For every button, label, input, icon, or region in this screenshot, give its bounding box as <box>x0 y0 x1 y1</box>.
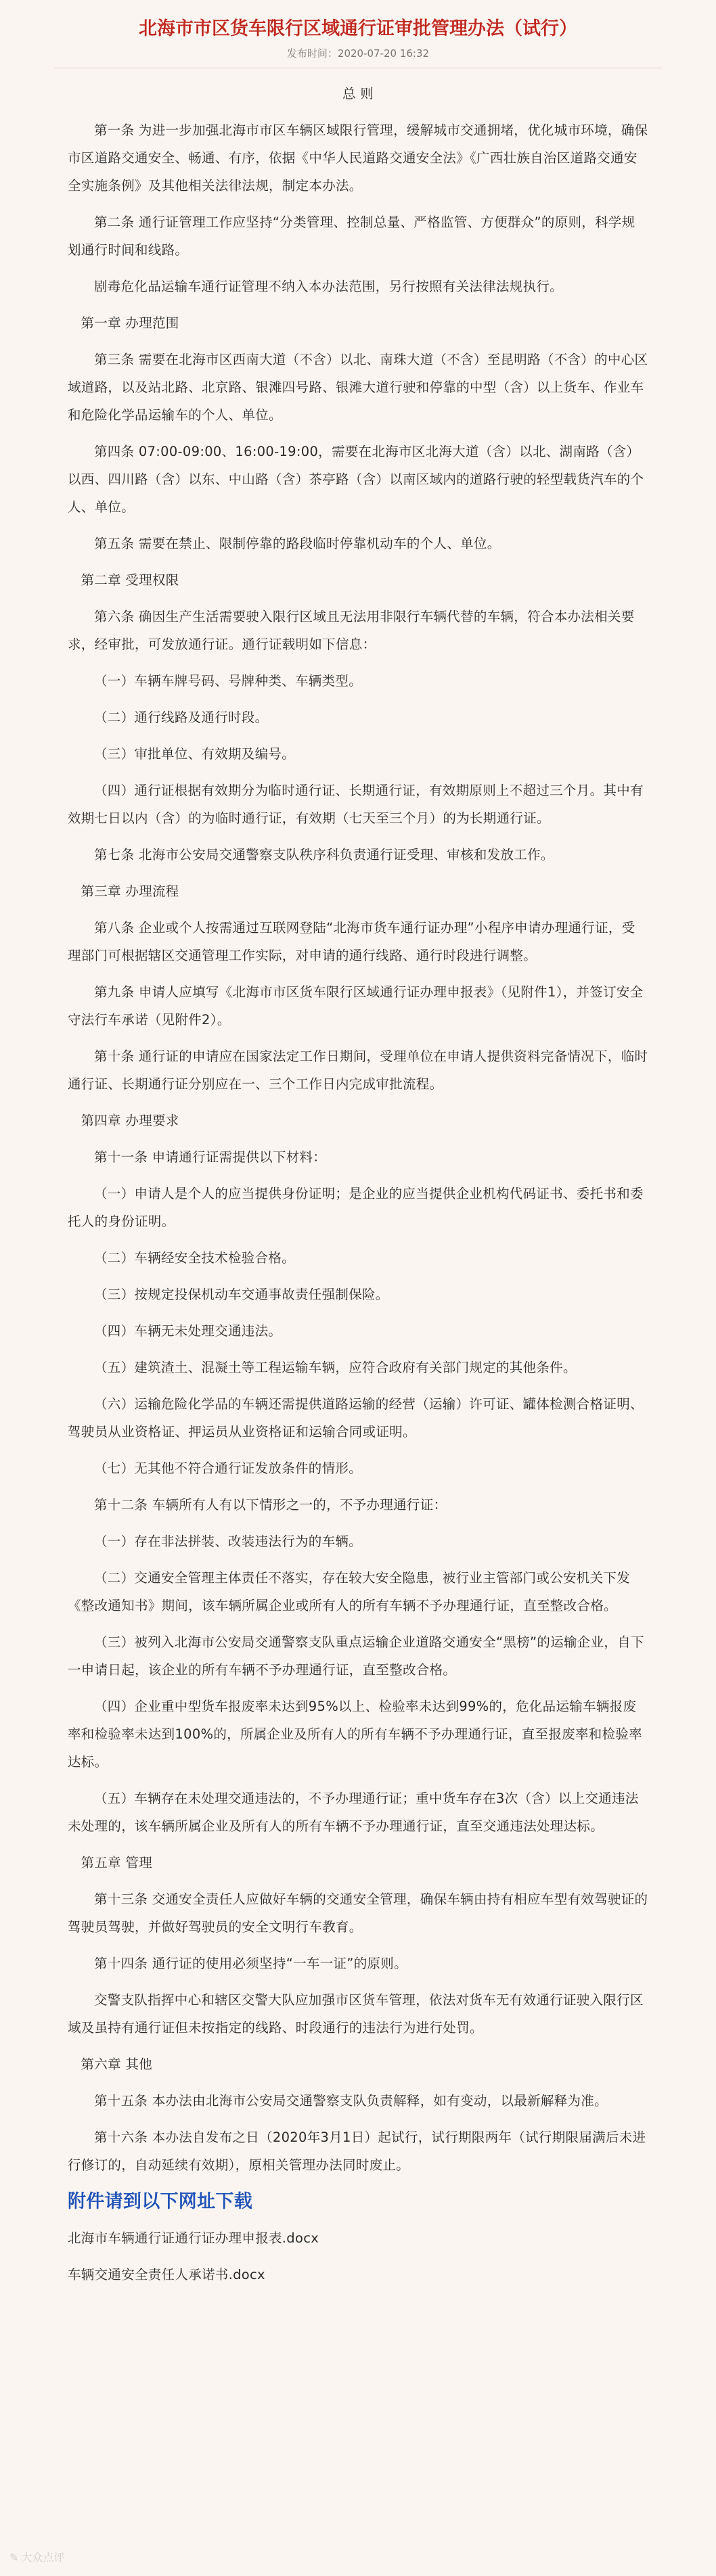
chapter-heading: 第四章 办理要求 <box>81 1113 179 1128</box>
body-paragraph: （四）通行证根据有效期分为临时通行证、长期通行证，有效期原则上不超过三个月。其中有效期七日以内（含）的为临时通行证，有效期（七天至三个月）的为长期通行证。 <box>68 783 644 826</box>
chapter-heading: 第二章 受理权限 <box>81 572 179 588</box>
chapter-heading: 第六章 其他 <box>81 2056 152 2072</box>
body-paragraph: （四）车辆无未处理交通违法。 <box>94 1323 282 1339</box>
body-paragraph: 第八条 企业或个人按需通过互联网登陆“北海市货车通行证办理”小程序申请办理通行证，受理部门可根据辖区交通管理工作实际，对申请的通行线路、通行时段进行调整。 <box>68 920 635 963</box>
body-paragraph: 剧毒危化品运输车通行证管理不纳入本办法范围，另行按照有关法律法规执行。 <box>94 279 564 294</box>
attachment-link[interactable]: 北海市车辆通行证通行证办理申报表.docx <box>68 2230 319 2246</box>
body-paragraph: （五）建筑渣土、混凝土等工程运输车辆，应符合政府有关部门规定的其他条件。 <box>94 1360 577 1375</box>
body-paragraph: 第三条 需要在北海市区西南大道（不含）以北、南珠大道（不含）至昆明路（不含）的中心区域道路，以及站北路、北京路、银滩四号路、银滩大道行驶和停靠的中型（含）以上货车、作业车和危险化学品运输车的个人、单位。 <box>68 352 648 423</box>
body-paragraph: 第五条 需要在禁止、限制停靠的路段临时停靠机动车的个人、单位。 <box>94 536 501 551</box>
body-paragraph: 第六条 确因生产生活需要驶入限行区域且无法用非限行车辆代替的车辆，符合本办法相关要求，经审批，可发放通行证。通行证载明如下信息： <box>68 609 635 652</box>
body-paragraph: 第十四条 通行证的使用必须坚持“一车一证”的原则。 <box>94 1956 407 1971</box>
body-paragraph: （二）通行线路及通行时段。 <box>94 710 269 725</box>
article-body <box>68 80 648 2297</box>
body-paragraph: 交警支队指挥中心和辖区交警大队应加强市区货车管理，依法对货车无有效通行证驶入限行区域及虽持有通行证但未按指定的线路、时段通行的违法行为进行处罚。 <box>68 1992 644 2036</box>
body-paragraph: 第十六条 本办法自发布之日（2020年3月1日）起试行，试行期限两年（试行期限届满后未进行修订的，自动延续有效期），原相关管理办法同时废止。 <box>68 2130 646 2173</box>
body-paragraph: 第七条 北海市公安局交通警察支队秩序科负责通行证受理、审核和发放工作。 <box>94 847 554 862</box>
body-paragraph: （一）申请人是个人的应当提供身份证明；是企业的应当提供企业机构代码证书、委托书和委托人的身份证明。 <box>68 1186 644 1229</box>
publish-time: 发布时间：2020-07-20 16:32 <box>286 47 430 60</box>
body-paragraph: 第十条 通行证的申请应在国家法定工作日期间，受理单位在申请人提供资料完备情况下，临时通行证、长期通行证分别应在一、三个工作日内完成审批流程。 <box>68 1049 648 1092</box>
section-heading: 总 则 <box>342 86 374 101</box>
watermark-text: 大众点评 <box>21 2551 65 2564</box>
body-paragraph: （五）车辆存在未处理交通违法的，不予办理通行证；重中货车存在3次（含）以上交通违法未处理的，该车辆所属企业及所有人的所有车辆不予办理通行证，直至交通违法处理达标。 <box>68 1791 639 1834</box>
body-paragraph: （三）按规定投保机动车交通事故责任强制保险。 <box>94 1287 389 1302</box>
watermark <box>9 2549 64 2564</box>
chapter-heading: 第五章 管理 <box>81 1855 152 1870</box>
body-paragraph: （三）审批单位、有效期及编号。 <box>94 746 296 762</box>
attachments-heading: 附件请到以下网址下载 <box>68 2191 252 2212</box>
body-paragraph: （一）车辆车牌号码、号牌种类、车辆类型。 <box>94 673 363 689</box>
chapter-heading: 第一章 办理范围 <box>81 315 179 331</box>
body-paragraph: 第二条 通行证管理工作应坚持“分类管理、控制总量、严格监管、方便群众”的原则，科学规划通行时间和线路。 <box>68 214 635 258</box>
watermark-logo-icon: ✎ <box>9 2551 19 2564</box>
body-paragraph: 第十二条 车辆所有人有以下情形之一的，不予办理通行证： <box>94 1497 447 1513</box>
body-paragraph: （三）被列入北海市公安局交通警察支队重点运输企业道路交通安全“黑榜”的运输企业，自下一申请日起，该企业的所有车辆不予办理通行证，直至整改合格。 <box>68 1634 644 1678</box>
body-paragraph: （六）运输危险化学品的车辆还需提供道路运输的经营（运输）许可证、罐体检测合格证明、驾驶员从业资格证、押运员从业资格证和运输合同或证明。 <box>68 1396 644 1440</box>
attachment-link[interactable]: 车辆交通安全责任人承诺书.docx <box>68 2267 265 2282</box>
body-paragraph: 第四条 07:00-09:00、16:00-19:00，需要在北海市区北海大道（含）以北、湖南路（含）以西、四川路（含）以东、中山路（含）茶亭路（含）以南区域内的道路行驶的轻型载货汽车的个人、单位。 <box>68 444 644 515</box>
body-paragraph: （一）存在非法拼装、改装违法行为的车辆。 <box>94 1534 363 1549</box>
body-paragraph: 第九条 申请人应填写《北海市市区货车限行区域通行证办理申报表》（见附件1），并签订安全守法行车承诺（见附件2）。 <box>68 984 644 1028</box>
article-title: 北海市市区货车限行区域通行证审批管理办法（试行） <box>139 18 577 39</box>
body-paragraph: （二）车辆经安全技术检验合格。 <box>94 1250 296 1266</box>
body-paragraph: （二）交通安全管理主体责任不落实，存在较大安全隐患，被行业主管部门或公安机关下发《整改通知书》期间，该车辆所属企业或所有人的所有车辆不予办理通行证，直至整改合格。 <box>68 1570 631 1613</box>
body-paragraph: 第十三条 交通安全责任人应做好车辆的交通安全管理，确保车辆由持有相应车型有效驾驶证的驾驶员驾驶，并做好驾驶员的安全文明行车教育。 <box>68 1891 648 1935</box>
chapter-heading: 第三章 办理流程 <box>81 883 179 899</box>
body-paragraph: （四）企业重中型货车报废率未达到95%以上、检验率未达到99%的，危化品运输车辆报废率和检验率未达到100%的，所属企业及所有人的所有车辆不予办理通行证，直至报废率和检验率达标。 <box>68 1699 642 1770</box>
body-paragraph: （七）无其他不符合通行证发放条件的情形。 <box>94 1460 363 1476</box>
body-paragraph: 第十五条 本办法由北海市公安局交通警察支队负责解释，如有变动，以最新解释为准。 <box>94 2093 608 2109</box>
body-paragraph: 第一条 为进一步加强北海市市区车辆区域限行管理，缓解城市交通拥堵，优化城市环境，确保市区道路交通安全、畅通、有序，依据《中华人民道路交通安全法》《广西壮族自治区道路交通安全实施条例》及其他相关法律法规，制定本办法。 <box>68 122 648 193</box>
body-paragraph: 第十一条 申请通行证需提供以下材料： <box>94 1149 327 1165</box>
